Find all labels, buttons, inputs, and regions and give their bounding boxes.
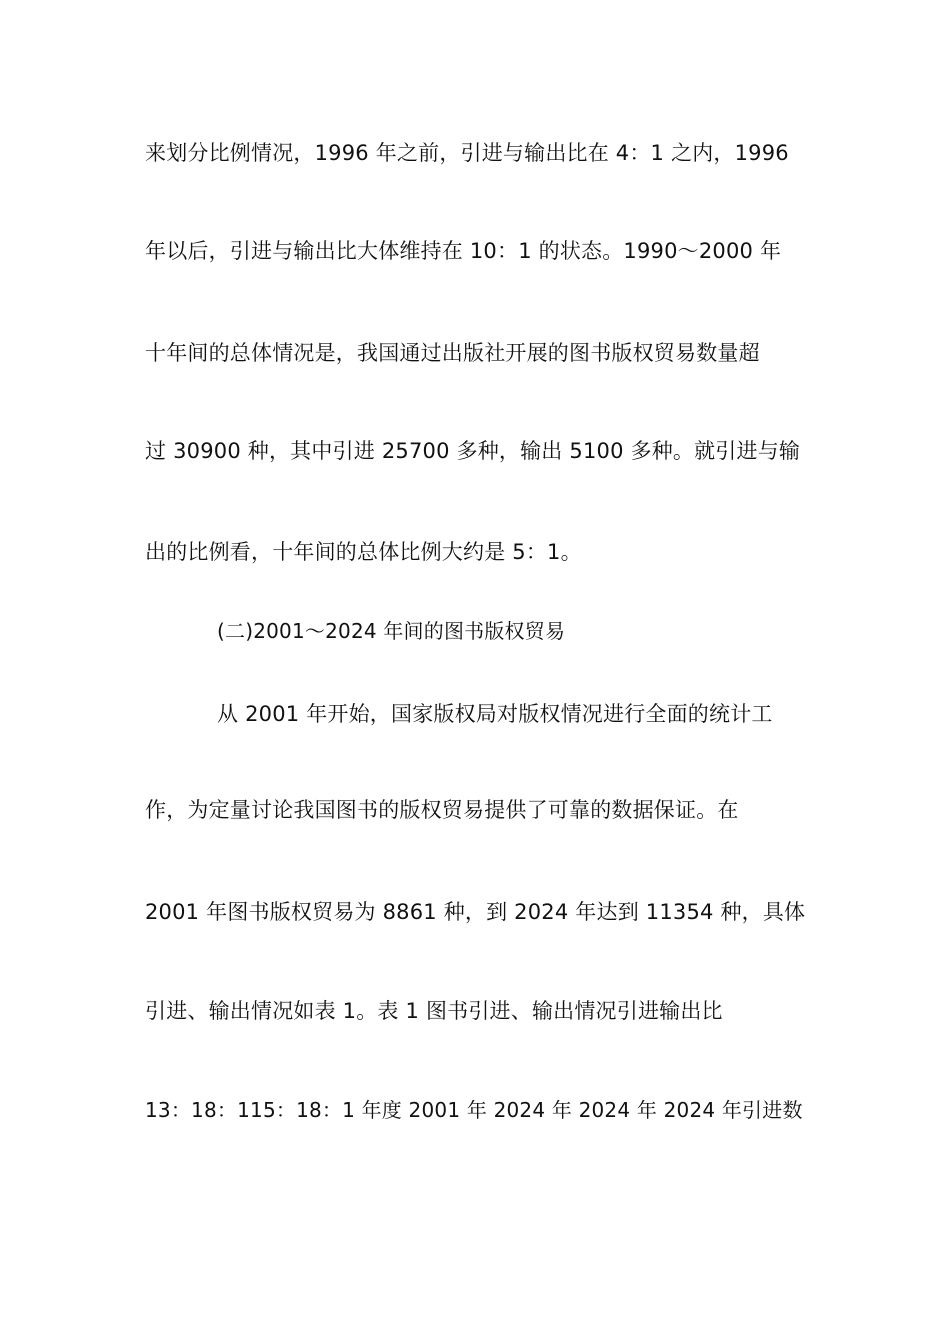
paragraph-line: 过 30900 种，其中引进 25700 多种，输出 5100 多种。就引进与输 — [145, 439, 801, 463]
paragraph-line: 来划分比例情况，1996 年之前，引进与输出比在 4：1 之内，1996 — [145, 141, 789, 165]
paragraph-line: 2001 年图书版权贸易为 8861 种，到 2024 年达到 11354 种，具体 — [145, 900, 806, 924]
paragraph-line: 13：18：115：18：1 年度 2001 年 2024 年 2024 年 2024 年引进数 — [145, 1098, 803, 1122]
paragraph-line: 引进、输出情况如表 1。表 1 图书引进、输出情况引进输出比 — [145, 999, 723, 1023]
paragraph-line: 年以后，引进与输出比大体维持在 10：1 的状态。1990～2000 年 — [145, 239, 782, 263]
paragraph-line: 从 2001 年开始，国家版权局对版权情况进行全面的统计工 — [217, 702, 773, 726]
section-heading: (二)2001～2024 年间的图书版权贸易 — [217, 619, 566, 643]
paragraph-line: 十年间的总体情况是，我国通过出版社开展的图书版权贸易数量超 — [145, 341, 760, 365]
paragraph-line: 出的比例看，十年间的总体比例大约是 5：1。 — [145, 540, 582, 564]
paragraph-line: 作，为定量讨论我国图书的版权贸易提供了可靠的数据保证。在 — [145, 798, 739, 822]
